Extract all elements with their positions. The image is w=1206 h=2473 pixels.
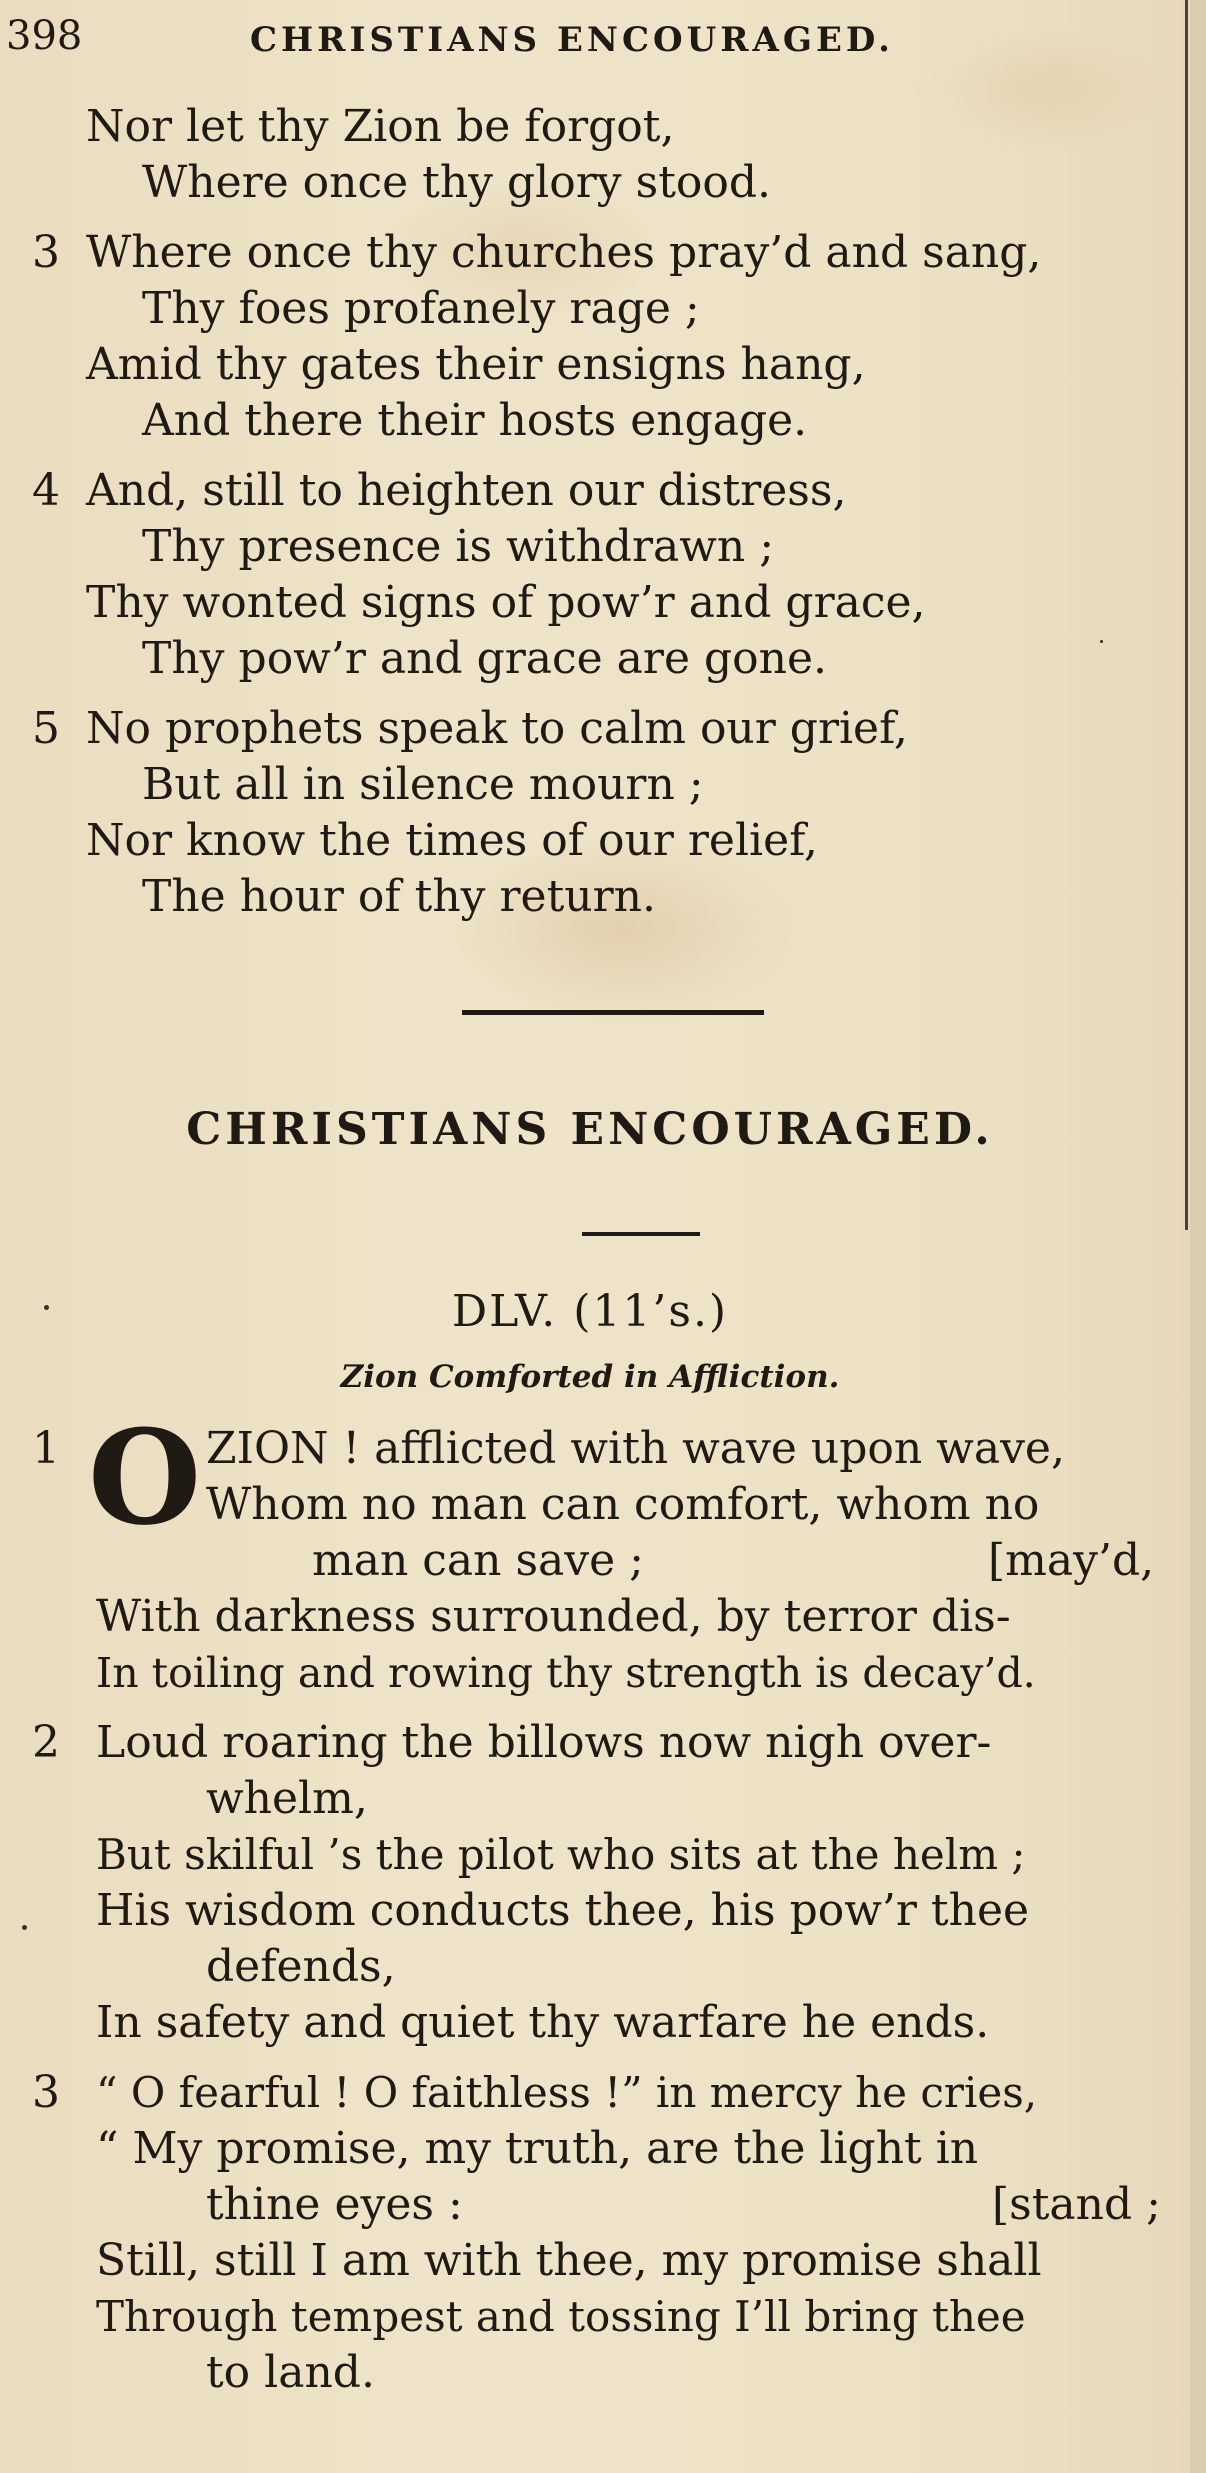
verse-line: defends, [206,1941,396,1992]
ink-speck [44,1305,49,1310]
verse-line: The hour of thy return. [142,871,656,922]
verse-line: Nor know the times of our relief, [86,815,818,866]
verse-line: But skilful ’s the pilot who sits at the helm ; [96,1830,1026,1879]
verse-line: His wisdom conducts thee, his pow’r thee [96,1885,1030,1936]
verse-line: Where once thy glory stood. [142,157,772,208]
section-title: CHRISTIANS ENCOURAGED. [186,1104,994,1155]
gutter-line [1185,0,1188,1230]
verse-line: Whom no man can comfort, whom no [206,1479,1040,1530]
stanza-number: 4 [32,465,60,516]
verse-line: whelm, [206,1773,368,1824]
verse-line: Still, still I am with thee, my promise shall [96,2235,1042,2286]
verse-line: “ O fearful ! O faithless !” in mercy he cries, [96,2068,1038,2117]
verse-line: man can save ; [312,1535,644,1586]
verse-line: In toiling and rowing thy strength is decay’d. [96,1649,1036,1697]
running-head: CHRISTIANS ENCOURAGED. [250,20,894,60]
verse-line: And there their hosts engage. [142,395,808,446]
verse-line: Where once thy churches pray’d and sang, [86,227,1042,278]
verse-line: With darkness surrounded, by terror dis- [96,1591,1011,1642]
verse-turnover: [stand ; [992,2179,1161,2230]
page-edge [1190,0,1206,2473]
ink-speck [22,1925,27,1930]
stanza-number: 5 [32,703,60,754]
verse-turnover: [may’d, [988,1535,1155,1586]
verse-line: Thy presence is withdrawn ; [142,521,775,572]
divider-rule-short [582,1232,700,1236]
stanza-number: 3 [32,2067,60,2118]
verse-line: Thy foes profanely rage ; [142,283,700,334]
divider-rule [462,1010,764,1015]
verse-line: ZION ! afflicted with wave upon wave, [206,1423,1065,1474]
verse-line: to land. [206,2347,375,2398]
verse-line: Through tempest and tossing I’ll bring thee [96,2292,1026,2341]
stanza-number: 3 [32,227,60,278]
verse-line: “ My promise, my truth, are the light in [96,2123,979,2174]
stanza-number: 2 [32,1717,60,1768]
hymn-subtitle: Zion Comforted in Affliction. [340,1359,840,1395]
stanza-number: 1 [32,1423,60,1474]
verse-line: Amid thy gates their ensigns hang, [86,339,866,390]
page-header [0,8,1180,68]
ink-speck [1100,640,1103,643]
verse-line: Thy pow’r and grace are gone. [142,633,827,684]
verse-line: But all in silence mourn ; [142,759,704,810]
verse-line: Thy wonted signs of pow’r and grace, [86,577,926,628]
verse-line: And, still to heighten our distress, [86,465,847,516]
verse-line: In safety and quiet thy warfare he ends. [96,1997,990,2048]
hymn-number: DLV. (11’s.) [451,1286,729,1337]
verse-line: Nor let thy Zion be forgot, [86,101,675,152]
drop-cap: O [88,1401,202,1554]
page-number: 398 [6,13,83,59]
verse-line: Loud roaring the billows now nigh over- [96,1717,992,1768]
verse-line: No prophets speak to calm our grief, [86,703,908,754]
verse-line: thine eyes : [206,2179,463,2230]
